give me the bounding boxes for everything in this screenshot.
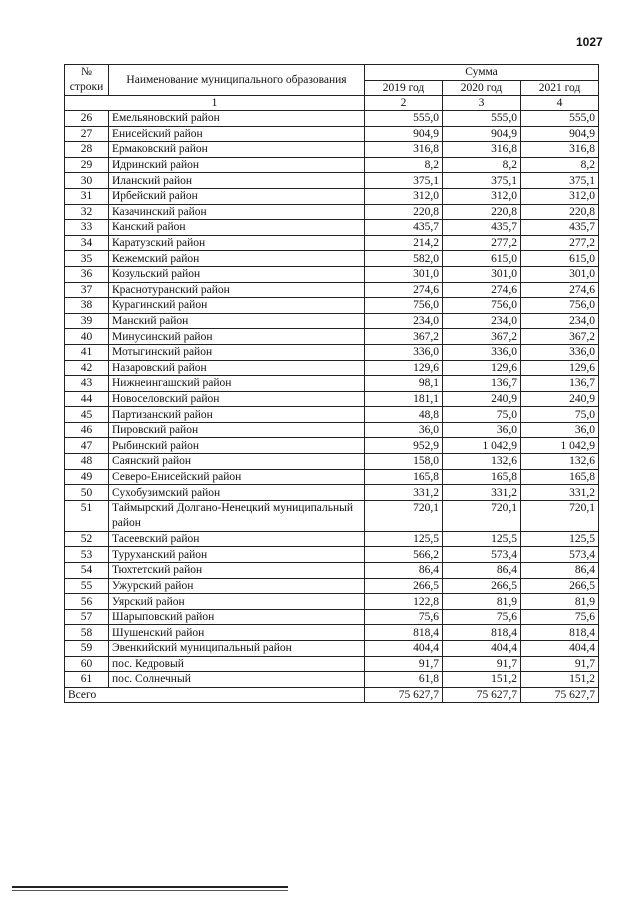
value-2021: 75,6 <box>521 609 599 625</box>
value-2019: 301,0 <box>365 266 443 282</box>
value-2020: 312,0 <box>443 188 521 204</box>
value-2020: 274,6 <box>443 282 521 298</box>
value-2019: 125,5 <box>365 531 443 547</box>
row-number: 41 <box>65 344 109 360</box>
row-number: 36 <box>65 266 109 282</box>
municipality-name: Ермаковский район <box>109 142 365 158</box>
value-2019: 158,0 <box>365 454 443 470</box>
row-number: 31 <box>65 188 109 204</box>
value-2020: 132,6 <box>443 454 521 470</box>
value-2019: 86,4 <box>365 563 443 579</box>
municipality-name: Рыбинский район <box>109 438 365 454</box>
table-row <box>65 188 599 204</box>
table-row <box>65 376 599 392</box>
footer-rule-thin <box>12 890 288 891</box>
value-2021: 125,5 <box>521 531 599 547</box>
row-number: 51 <box>65 500 109 531</box>
table-row <box>65 313 599 329</box>
municipality-name-header: Наименование муниципального образования <box>109 65 365 96</box>
total-2021: 75 627,7 <box>521 687 599 703</box>
table-row <box>65 126 599 142</box>
row-number: 38 <box>65 298 109 314</box>
table-row <box>65 563 599 579</box>
column-index-1: 1 <box>65 96 365 111</box>
value-2019: 91,7 <box>365 656 443 672</box>
value-2019: 214,2 <box>365 235 443 251</box>
value-2021: 615,0 <box>521 251 599 267</box>
value-2019: 904,9 <box>365 126 443 142</box>
row-number: 56 <box>65 594 109 610</box>
municipality-name: пос. Кедровый <box>109 656 365 672</box>
value-2021: 555,0 <box>521 111 599 127</box>
total-2019: 75 627,7 <box>365 687 443 703</box>
table-row <box>65 344 599 360</box>
value-2019: 129,6 <box>365 360 443 376</box>
table-row <box>65 157 599 173</box>
value-2019: 274,6 <box>365 282 443 298</box>
municipality-name: Кежемский район <box>109 251 365 267</box>
table-header <box>65 65 599 111</box>
municipality-name: Козульский район <box>109 266 365 282</box>
value-2019: 165,8 <box>365 469 443 485</box>
budget-table <box>64 64 599 703</box>
row-number: 54 <box>65 563 109 579</box>
value-2021: 277,2 <box>521 235 599 251</box>
table-row <box>65 656 599 672</box>
value-2019: 312,0 <box>365 188 443 204</box>
value-2021: 435,7 <box>521 220 599 236</box>
row-number: 43 <box>65 376 109 392</box>
value-2020: 301,0 <box>443 266 521 282</box>
value-2019: 435,7 <box>365 220 443 236</box>
table-row <box>65 173 599 189</box>
value-2019: 367,2 <box>365 329 443 345</box>
value-2019: 331,2 <box>365 485 443 501</box>
municipality-name: Емельяновский район <box>109 111 365 127</box>
row-number: 30 <box>65 173 109 189</box>
table-row <box>65 142 599 158</box>
value-2019: 75,6 <box>365 609 443 625</box>
municipality-name: Ирбейский район <box>109 188 365 204</box>
value-2020: 75,0 <box>443 407 521 423</box>
table-row <box>65 594 599 610</box>
table-row <box>65 485 599 501</box>
value-2021: 132,6 <box>521 454 599 470</box>
row-number: 33 <box>65 220 109 236</box>
table-row <box>65 578 599 594</box>
value-2020: 404,4 <box>443 641 521 657</box>
municipality-name: Краснотуранский район <box>109 282 365 298</box>
table-row <box>65 438 599 454</box>
row-number: 37 <box>65 282 109 298</box>
row-number: 46 <box>65 422 109 438</box>
table-row <box>65 672 599 688</box>
municipality-name: Минусинский район <box>109 329 365 345</box>
municipality-name: Северо-Енисейский район <box>109 469 365 485</box>
value-2021: 818,4 <box>521 625 599 641</box>
municipality-name: Туруханский район <box>109 547 365 563</box>
table-row <box>65 547 599 563</box>
total-row <box>65 687 599 703</box>
row-number: 53 <box>65 547 109 563</box>
value-2020: 151,2 <box>443 672 521 688</box>
value-2020: 91,7 <box>443 656 521 672</box>
value-2021: 720,1 <box>521 500 599 531</box>
value-2019: 404,4 <box>365 641 443 657</box>
value-2021: 91,7 <box>521 656 599 672</box>
municipality-name: Идринский район <box>109 157 365 173</box>
municipality-name: Манский район <box>109 313 365 329</box>
value-2021: 151,2 <box>521 672 599 688</box>
municipality-name: Мотыгинский район <box>109 344 365 360</box>
row-number: 42 <box>65 360 109 376</box>
row-number: 44 <box>65 391 109 407</box>
municipality-name: Партизанский район <box>109 407 365 423</box>
value-2020: 435,7 <box>443 220 521 236</box>
row-number: 57 <box>65 609 109 625</box>
value-2020: 336,0 <box>443 344 521 360</box>
value-2019: 36,0 <box>365 422 443 438</box>
total-label: Всего <box>65 687 365 703</box>
value-2021: 316,8 <box>521 142 599 158</box>
value-2021: 404,4 <box>521 641 599 657</box>
value-2019: 61,8 <box>365 672 443 688</box>
value-2020: 331,2 <box>443 485 521 501</box>
year-header-2021: 2021 год <box>521 80 599 96</box>
value-2020: 36,0 <box>443 422 521 438</box>
row-number: 60 <box>65 656 109 672</box>
municipality-name: Канский район <box>109 220 365 236</box>
value-2020: 125,5 <box>443 531 521 547</box>
municipality-name: Пировский район <box>109 422 365 438</box>
table-row <box>65 531 599 547</box>
municipality-name: Шушенский район <box>109 625 365 641</box>
value-2019: 234,0 <box>365 313 443 329</box>
value-2019: 220,8 <box>365 204 443 220</box>
value-2021: 220,8 <box>521 204 599 220</box>
table-row <box>65 204 599 220</box>
value-2019: 122,8 <box>365 594 443 610</box>
value-2019: 181,1 <box>365 391 443 407</box>
value-2020: 240,9 <box>443 391 521 407</box>
table-row <box>65 220 599 236</box>
value-2021: 274,6 <box>521 282 599 298</box>
table-row <box>65 625 599 641</box>
value-2021: 165,8 <box>521 469 599 485</box>
value-2019: 566,2 <box>365 547 443 563</box>
value-2021: 8,2 <box>521 157 599 173</box>
municipality-name: Уярский район <box>109 594 365 610</box>
value-2020: 129,6 <box>443 360 521 376</box>
value-2019: 818,4 <box>365 625 443 641</box>
total-2020: 75 627,7 <box>443 687 521 703</box>
value-2019: 756,0 <box>365 298 443 314</box>
row-number: 58 <box>65 625 109 641</box>
table-row <box>65 251 599 267</box>
municipality-name: Таймырский Долгано-Ненецкий муниципальный район <box>109 500 365 531</box>
value-2021: 367,2 <box>521 329 599 345</box>
value-2020: 818,4 <box>443 625 521 641</box>
footer-rule <box>12 886 288 888</box>
value-2021: 81,9 <box>521 594 599 610</box>
value-2021: 266,5 <box>521 578 599 594</box>
value-2020: 573,4 <box>443 547 521 563</box>
sum-header: Сумма <box>365 65 599 81</box>
value-2021: 331,2 <box>521 485 599 501</box>
table-row <box>65 422 599 438</box>
value-2019: 98,1 <box>365 376 443 392</box>
municipality-name: Каратузский район <box>109 235 365 251</box>
value-2021: 36,0 <box>521 422 599 438</box>
municipality-name: Енисейский район <box>109 126 365 142</box>
municipality-name: Тасеевский район <box>109 531 365 547</box>
value-2021: 240,9 <box>521 391 599 407</box>
table-row <box>65 360 599 376</box>
value-2021: 375,1 <box>521 173 599 189</box>
row-number: 55 <box>65 578 109 594</box>
table-row <box>65 111 599 127</box>
value-2020: 220,8 <box>443 204 521 220</box>
value-2020: 904,9 <box>443 126 521 142</box>
row-number: 61 <box>65 672 109 688</box>
municipality-name: Ужурский район <box>109 578 365 594</box>
value-2019: 582,0 <box>365 251 443 267</box>
municipality-name: Назаровский район <box>109 360 365 376</box>
value-2020: 720,1 <box>443 500 521 531</box>
value-2020: 75,6 <box>443 609 521 625</box>
value-2021: 136,7 <box>521 376 599 392</box>
table-row <box>65 391 599 407</box>
value-2020: 81,9 <box>443 594 521 610</box>
value-2019: 555,0 <box>365 111 443 127</box>
value-2019: 266,5 <box>365 578 443 594</box>
value-2021: 75,0 <box>521 407 599 423</box>
value-2021: 301,0 <box>521 266 599 282</box>
municipality-name: Курагинский район <box>109 298 365 314</box>
column-index-3: 3 <box>443 96 521 111</box>
value-2019: 48,8 <box>365 407 443 423</box>
value-2020: 615,0 <box>443 251 521 267</box>
value-2019: 720,1 <box>365 500 443 531</box>
value-2019: 8,2 <box>365 157 443 173</box>
row-number: 34 <box>65 235 109 251</box>
municipality-name: Казачинский район <box>109 204 365 220</box>
table-row <box>65 454 599 470</box>
row-number: 26 <box>65 111 109 127</box>
value-2021: 1 042,9 <box>521 438 599 454</box>
table-body <box>65 111 599 688</box>
row-number: 50 <box>65 485 109 501</box>
value-2021: 234,0 <box>521 313 599 329</box>
table-row <box>65 282 599 298</box>
row-number: 48 <box>65 454 109 470</box>
table-row <box>65 266 599 282</box>
municipality-name: Сухобузимский район <box>109 485 365 501</box>
row-number: 59 <box>65 641 109 657</box>
value-2020: 165,8 <box>443 469 521 485</box>
row-number: 35 <box>65 251 109 267</box>
value-2021: 756,0 <box>521 298 599 314</box>
table-row <box>65 235 599 251</box>
row-number: 32 <box>65 204 109 220</box>
value-2021: 312,0 <box>521 188 599 204</box>
row-number: 29 <box>65 157 109 173</box>
row-number: 28 <box>65 142 109 158</box>
column-index-2: 2 <box>365 96 443 111</box>
value-2020: 8,2 <box>443 157 521 173</box>
value-2020: 316,8 <box>443 142 521 158</box>
table-row <box>65 500 599 531</box>
table-row <box>65 641 599 657</box>
municipality-name: Эвенкийский муниципальный район <box>109 641 365 657</box>
table-row <box>65 298 599 314</box>
value-2021: 573,4 <box>521 547 599 563</box>
value-2019: 336,0 <box>365 344 443 360</box>
row-number: 52 <box>65 531 109 547</box>
value-2020: 266,5 <box>443 578 521 594</box>
row-number: 47 <box>65 438 109 454</box>
value-2020: 375,1 <box>443 173 521 189</box>
municipality-name: Нижнеингашский район <box>109 376 365 392</box>
row-number: 39 <box>65 313 109 329</box>
row-number: 27 <box>65 126 109 142</box>
value-2020: 367,2 <box>443 329 521 345</box>
row-number: 45 <box>65 407 109 423</box>
value-2021: 904,9 <box>521 126 599 142</box>
value-2020: 86,4 <box>443 563 521 579</box>
table-row <box>65 407 599 423</box>
municipality-name: пос. Солнечный <box>109 672 365 688</box>
row-number: 40 <box>65 329 109 345</box>
page-number: 1027 <box>576 35 603 49</box>
municipality-name: Шарыповский район <box>109 609 365 625</box>
value-2019: 952,9 <box>365 438 443 454</box>
year-header-2020: 2020 год <box>443 80 521 96</box>
value-2020: 234,0 <box>443 313 521 329</box>
value-2021: 86,4 <box>521 563 599 579</box>
row-number-header: № строки <box>65 65 109 96</box>
value-2020: 1 042,9 <box>443 438 521 454</box>
municipality-name: Иланский район <box>109 173 365 189</box>
table-row <box>65 329 599 345</box>
value-2019: 316,8 <box>365 142 443 158</box>
value-2019: 375,1 <box>365 173 443 189</box>
row-number: 49 <box>65 469 109 485</box>
value-2020: 555,0 <box>443 111 521 127</box>
value-2020: 136,7 <box>443 376 521 392</box>
table-row <box>65 469 599 485</box>
municipality-name: Саянский район <box>109 454 365 470</box>
year-header-2019: 2019 год <box>365 80 443 96</box>
municipality-name: Тюхтетский район <box>109 563 365 579</box>
value-2021: 129,6 <box>521 360 599 376</box>
municipality-name: Новоселовский район <box>109 391 365 407</box>
value-2021: 336,0 <box>521 344 599 360</box>
column-index-4: 4 <box>521 96 599 111</box>
table-row <box>65 609 599 625</box>
value-2020: 756,0 <box>443 298 521 314</box>
value-2020: 277,2 <box>443 235 521 251</box>
